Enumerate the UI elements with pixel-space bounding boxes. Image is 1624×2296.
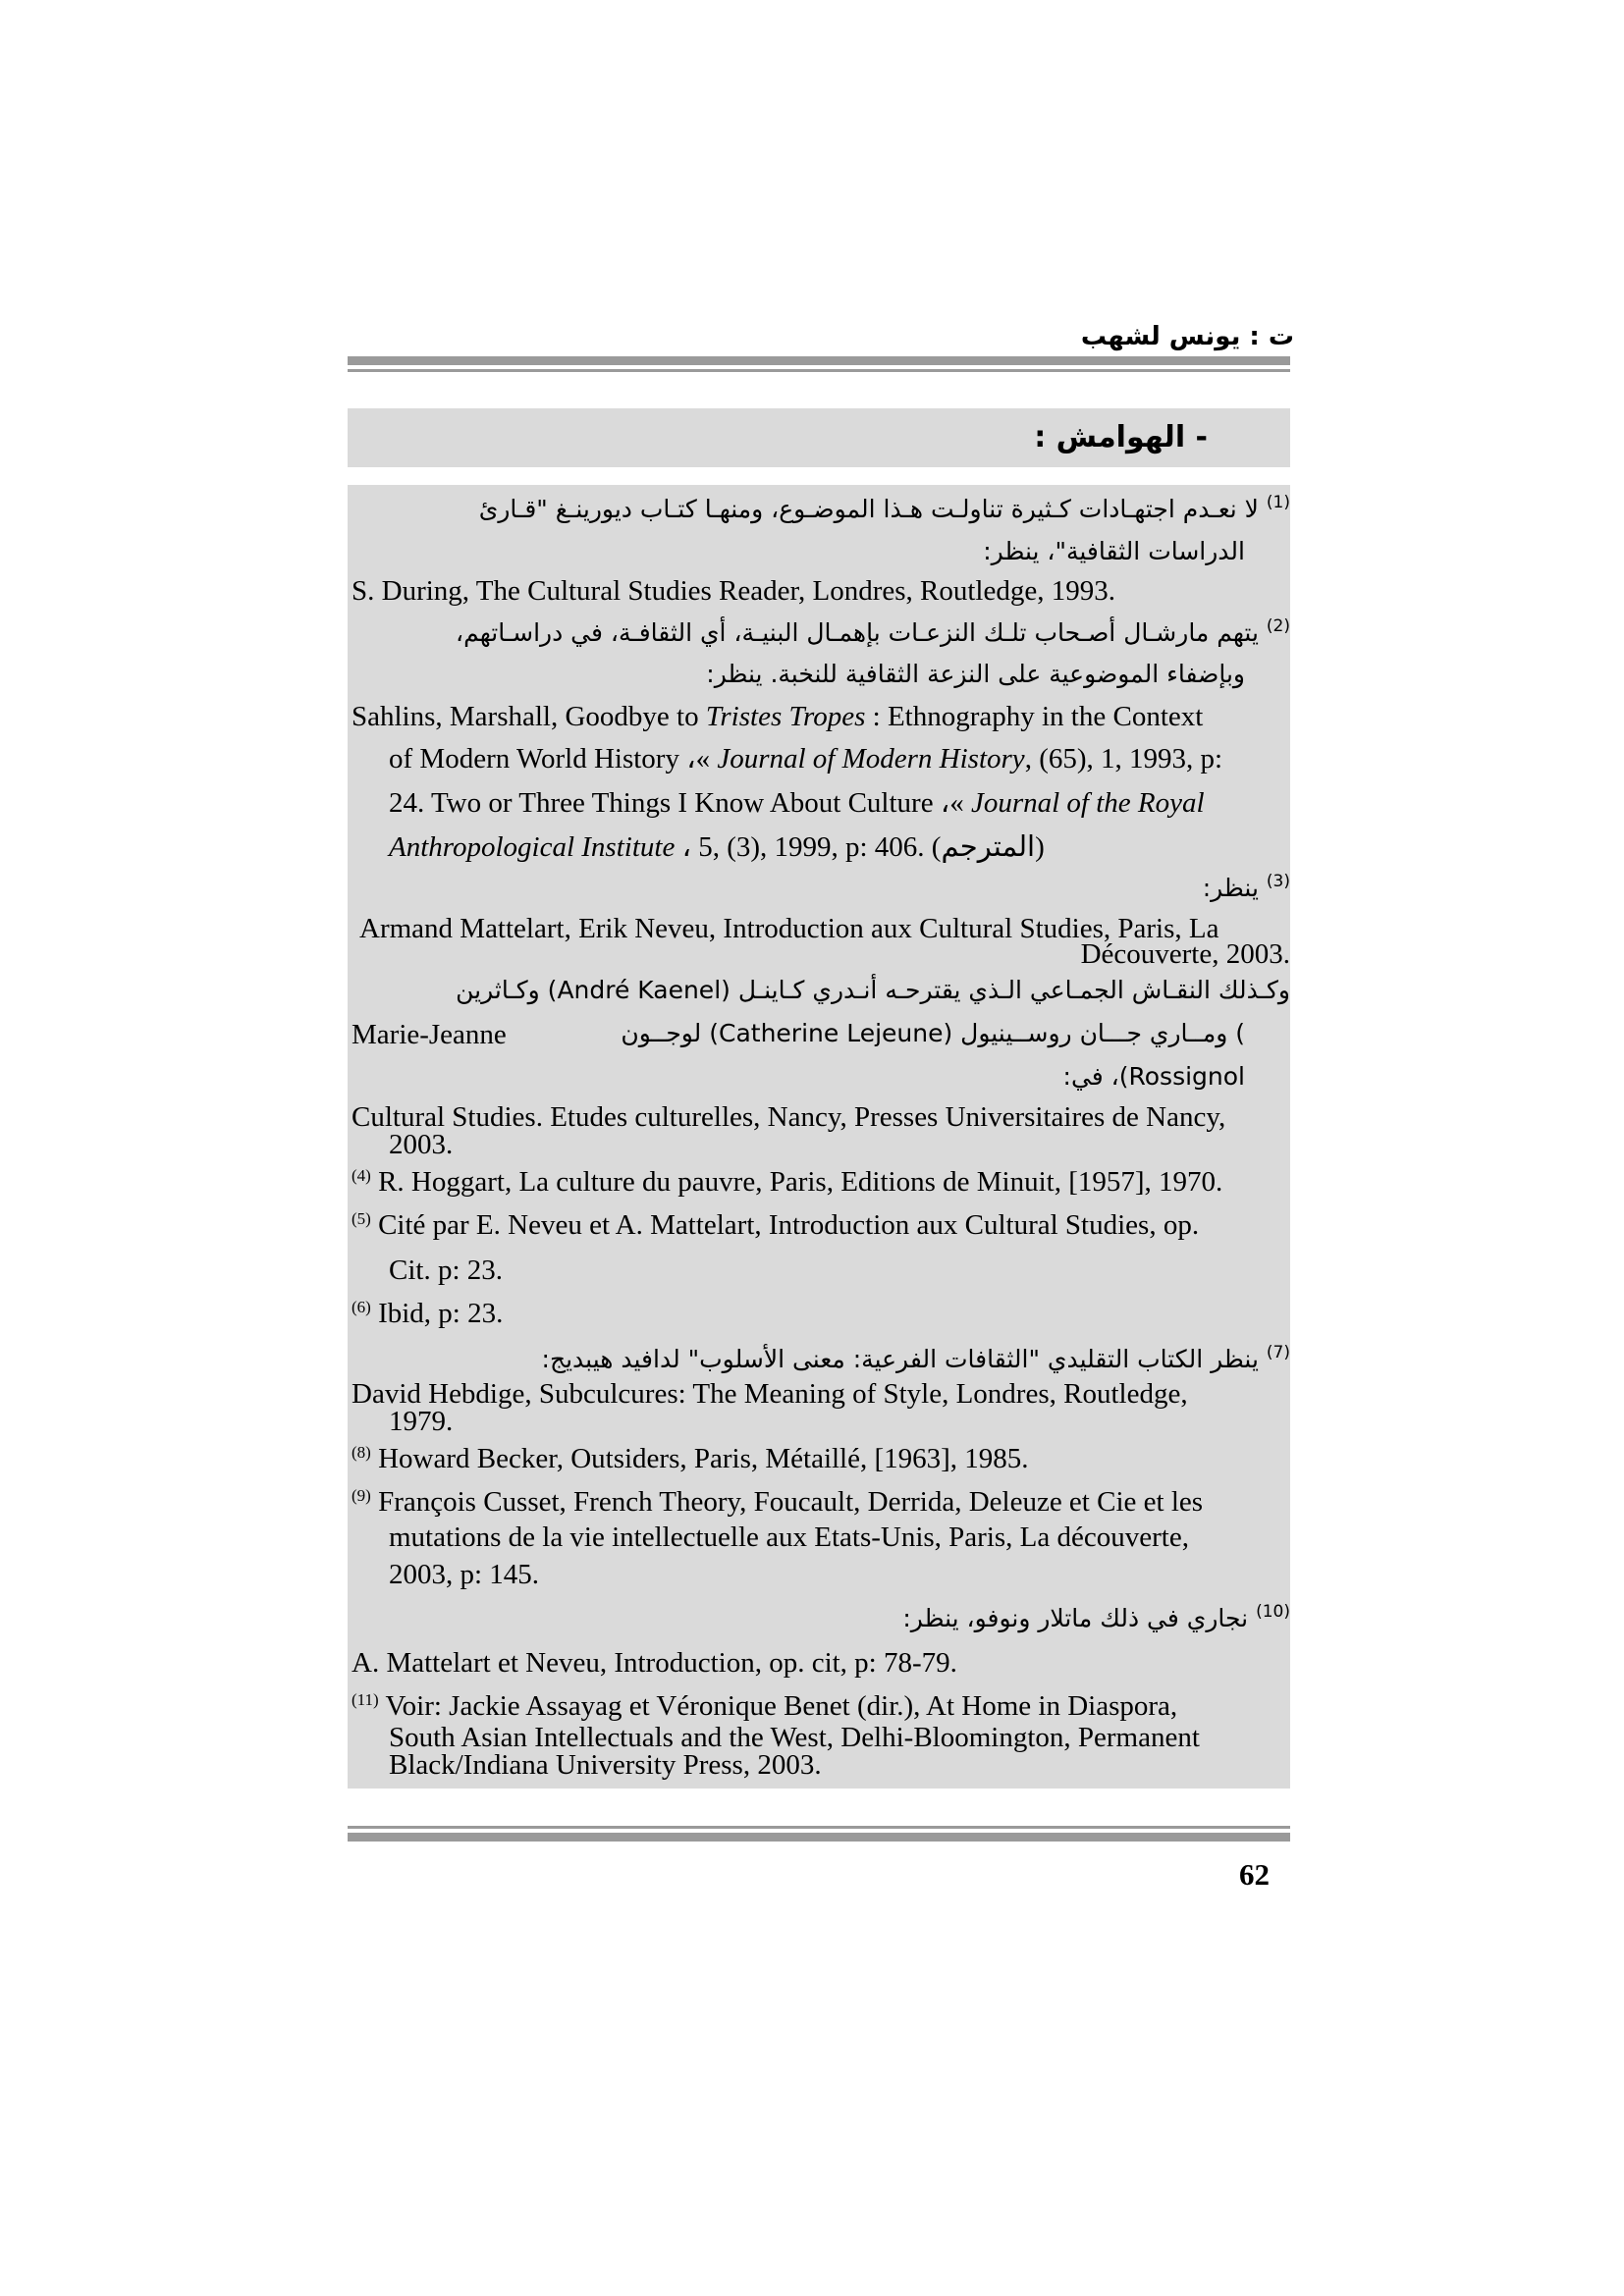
note-2-ref-line-4: Anthropological Institute ، 5, (3), 1999, p: 406. (المترجم) bbox=[389, 831, 1045, 863]
note-4-number: (4) bbox=[352, 1166, 371, 1185]
note-1-arabic-line-1: $^{(1)}$ لا نعـدم اجتهـادات كـثيرة تناولـت هـذا الموضـوع، ومنهـا كتـاب ديورينـغ "قـارئ bbox=[478, 493, 1290, 523]
running-header-author: ت : يونس لشهب bbox=[1080, 322, 1294, 351]
note-3-ref-line-1: Armand Mattelart, Erik Neveu, Introduction aux Cultural Studies, Paris, La bbox=[359, 913, 1219, 944]
note-1-arabic-line-2: الدراسات الثقافية"، ينظر: bbox=[983, 537, 1245, 565]
note-8: $^{(8)}$ Howard Becker, Outsiders, Paris, Métaillé, [1963], 1985. bbox=[352, 1443, 1029, 1474]
note-5-line-1: $^{(5)}$ Cité par E. Neveu et A. Mattelart, Introduction aux Cultural Studies, op. bbox=[352, 1209, 1200, 1241]
note-11-line-2: South Asian Intellectuals and the West, Delhi-Bloomington, Permanent bbox=[389, 1722, 1200, 1753]
note-9-number: (9) bbox=[352, 1486, 371, 1505]
header-rule bbox=[348, 356, 1290, 372]
note-4: $^{(4)}$ R. Hoggart, La culture du pauvre, Paris, Editions de Minuit, [1957], 1970. bbox=[352, 1166, 1223, 1198]
footnotes-block bbox=[348, 485, 1290, 1789]
section-title-band bbox=[348, 408, 1290, 467]
note-7-ref-line-1: David Hebdige, Subculcures: The Meaning of Style, Londres, Routledge, bbox=[352, 1378, 1188, 1410]
note-10-number: (10) bbox=[1256, 1602, 1290, 1622]
note-6-number: (6) bbox=[352, 1298, 371, 1316]
note-5-number: (5) bbox=[352, 1209, 371, 1228]
note-2-arabic-line-2: وبإضفاء الموضوعية على النزعة الثقافية للنخبة. ينظر: bbox=[706, 660, 1245, 688]
note-7-arabic: $^{(7)}$ ينظر الكتاب التقليدي "الثقافات الفرعية: معنى الأسلوب" لدافيد هيبديج: bbox=[541, 1343, 1290, 1373]
note-2-number: (2) bbox=[1266, 616, 1290, 636]
note-1-number: (1) bbox=[1266, 493, 1290, 512]
note-11-line-1: $^{(11)}$ Voir: Jackie Assayag et Véronique Benet (dir.), At Home in Diaspora, bbox=[352, 1690, 1178, 1722]
note-2-ref-line-3: 24. Two or Three Things I Know About Culture ،« Journal of the Royal bbox=[389, 787, 1205, 819]
note-3-number: (3) bbox=[1266, 872, 1290, 891]
note-3-ref-line-3: Cultural Studies. Etudes culturelles, Nancy, Presses Universitaires de Nancy, bbox=[352, 1101, 1226, 1133]
note-3-arabic-line-4: ) ومــاري جـــان روســينيول (Catherine Lejeune) لوجــون bbox=[621, 1019, 1245, 1047]
note-3-arabic-line-3: وكـذلك النقـاش الجمـاعي الـذي يقترحـه أنـدري كـاينـل (André Kaenel) وكـاثرين bbox=[456, 976, 1290, 1004]
note-2-arabic-line-1: $^{(2)}$ يتهم مارشـال أصـحاب تلـك النزعـات بإهمـال البنيـة، أي الثقافـة، في دراسـاتهم، bbox=[456, 616, 1290, 647]
page-number: 62 bbox=[1239, 1857, 1270, 1892]
footer-rule bbox=[348, 1826, 1290, 1842]
note-11-line-3: Black/Indiana University Press, 2003. bbox=[389, 1749, 822, 1781]
note-3-name-marie-jeanne: Marie-Jeanne bbox=[352, 1019, 507, 1050]
note-11-number: (11) bbox=[352, 1690, 379, 1709]
note-9-line-2: mutations de la vie intellectuelle aux Etats-Unis, Paris, La découverte, bbox=[389, 1522, 1189, 1553]
note-3-arabic-line-5: Rossignol)، في: bbox=[1062, 1062, 1245, 1091]
note-5-line-2: Cit. p: 23. bbox=[389, 1255, 504, 1286]
note-3-ref-line-2: Découverte, 2003. bbox=[1080, 938, 1290, 970]
note-3-ref-line-4: 2003. bbox=[389, 1129, 454, 1160]
note-9-line-1: $^{(9)}$ François Cusset, French Theory, Foucault, Derrida, Deleuze et Cie et les bbox=[352, 1486, 1204, 1518]
note-2-ref-line-2: of Modern World History ،« Journal of Modern History, (65), 1, 1993, p: bbox=[389, 743, 1223, 774]
note-10-arabic: $^{(10)}$ نجاري في ذلك ماتلار ونوفو، ينظر: bbox=[902, 1602, 1290, 1632]
note-7-ref-line-2: 1979. bbox=[389, 1406, 454, 1437]
note-7-number: (7) bbox=[1266, 1343, 1290, 1362]
note-10-ref: A. Mattelart et Neveu, Introduction, op. cit, p: 78-79. bbox=[352, 1647, 957, 1679]
note-8-number: (8) bbox=[352, 1443, 371, 1462]
section-title: - الهوامش : bbox=[1034, 420, 1208, 454]
note-1-reference: S. During, The Cultural Studies Reader, Londres, Routledge, 1993. bbox=[352, 575, 1115, 607]
note-9-line-3: 2003, p: 145. bbox=[389, 1559, 540, 1590]
note-2-ref-line-1: Sahlins, Marshall, Goodbye to Tristes Tropes : Ethnography in the Context bbox=[352, 701, 1204, 732]
note-3-arabic-intro: $^{(3)}$ ينظر: bbox=[1202, 872, 1290, 902]
note-6: $^{(6)}$ Ibid, p: 23. bbox=[352, 1298, 504, 1329]
